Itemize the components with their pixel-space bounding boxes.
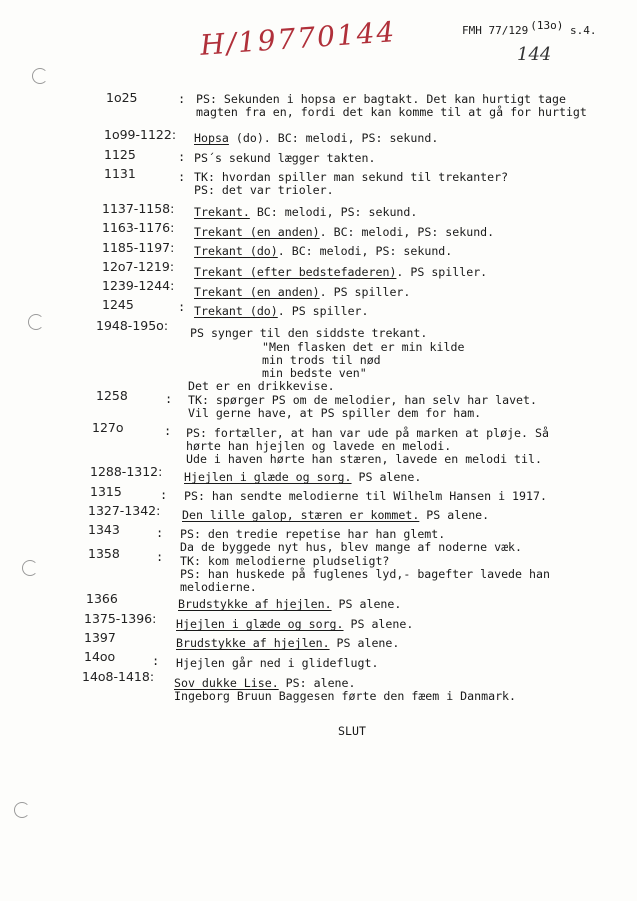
tune-title: Trekant (do): [194, 244, 278, 258]
timestamp: 1948-195o:: [96, 318, 169, 333]
separator: :: [178, 300, 186, 314]
song-lyrics: [262, 341, 464, 380]
timestamp: 14oo: [84, 649, 116, 664]
entry-text: [194, 132, 438, 145]
separator: :: [152, 654, 160, 668]
timestamp: 127o: [92, 420, 124, 435]
entry-text: [180, 528, 522, 554]
entry-rest: . PS spiller.: [277, 304, 369, 318]
timestamp: 1343: [88, 522, 120, 537]
entry-rest: . BC: melodi, PS: sekund.: [277, 244, 453, 258]
timestamp: 1258: [96, 388, 128, 403]
tune-title: Trekant.: [194, 205, 250, 219]
entry-text: [194, 206, 417, 219]
tune-title: Trekant (en anden): [194, 285, 320, 299]
handwritten-page-number: 144: [517, 44, 552, 65]
entry-line: PS: Sekunden i hopsa er bagtakt. Det kan hurtigt tage: [196, 92, 566, 106]
separator: :: [156, 526, 164, 540]
separator: :: [164, 424, 172, 438]
entry-text: [194, 245, 452, 258]
timestamp: 1125: [104, 147, 136, 162]
entry-text: [194, 286, 410, 299]
entry-line: PS: det var trioler.: [194, 183, 334, 197]
timestamp: 1288-1312:: [90, 464, 163, 479]
entry-rest: . PS spiller.: [319, 285, 411, 299]
timestamp: 1137-1158:: [102, 201, 175, 216]
tune-title: Den lille galop, stæren er kommet.: [182, 508, 420, 522]
entry-text: [184, 471, 421, 484]
tune-title: Brudstykke af hjejlen.: [176, 636, 330, 650]
entry-text: [186, 427, 549, 466]
entry-line: TK: spørger PS om de melodier, han selv har lavet.: [188, 393, 538, 407]
end-marker: SLUT: [338, 724, 366, 738]
entry-line: PS: han sendte melodierne til Wilhelm Hansen i 1917.: [184, 489, 547, 503]
timestamp: 12o7-1219:: [102, 259, 175, 274]
timestamp: 1245: [102, 297, 134, 312]
lyric-line: min trods til nød: [262, 353, 381, 367]
separator: :: [160, 488, 168, 502]
entry-rest: PS alene.: [329, 636, 400, 650]
entry-rest: PS alene.: [351, 470, 422, 484]
entry-text: [180, 555, 550, 594]
lyric-line: min bedste ven": [262, 366, 367, 380]
entry-text: [174, 677, 516, 703]
song-note: Det er en drikkevise.: [188, 379, 335, 393]
entry-line: PS: den tredie repetise har han glemt.: [180, 527, 446, 541]
entry-text: [194, 226, 494, 239]
entry-text: [190, 327, 427, 340]
tune-title: Trekant (efter bedstefaderen): [194, 265, 397, 279]
punch-hole-icon: [14, 802, 30, 818]
entry-line: Ude i haven hørte han stæren, lavede en melodi til.: [186, 452, 542, 466]
timestamp: 1397: [84, 630, 116, 645]
timestamp: 1239-1244:: [102, 278, 175, 293]
separator: :: [178, 150, 186, 164]
entry-line: melodierne.: [180, 580, 257, 594]
handwritten-archive-number: H/19770144: [199, 15, 398, 62]
entry-line: Ingeborg Bruun Baggesen førte den fæem i Danmark.: [174, 689, 517, 703]
reference-code: [462, 19, 597, 37]
timestamp: 1366: [86, 591, 118, 606]
entry-text: [194, 305, 369, 318]
entry-line: TK: hvordan spiller man sekund til trekanter?: [194, 170, 509, 184]
entry-line: PS: fortæller, at han var ude på marken at pløje. Så: [186, 426, 549, 440]
entry-rest: PS alene.: [331, 597, 402, 611]
timestamp: 1375-1396:: [84, 611, 157, 626]
entry-line: Da de byggede nyt hus, blev mange af noderne væk.: [180, 540, 523, 554]
entry-text: [176, 618, 413, 631]
entry-line: magten fra en, fordi det kan komme til at gå for hurtigt: [196, 105, 587, 119]
timestamp: 1o25: [106, 90, 138, 105]
punch-hole-icon: [28, 314, 44, 330]
entry-rest: PS alene.: [419, 508, 490, 522]
entry-text: [178, 598, 401, 611]
entry-text: [184, 490, 547, 503]
lyric-line: "Men flasken det er min kilde: [262, 340, 465, 354]
entry-rest: PS alene.: [343, 617, 414, 631]
entry-rest: . BC: melodi, PS: sekund.: [319, 225, 495, 239]
timestamp: 1327-1342:: [88, 503, 161, 518]
entry-line: hørte han hjejlen og lavede en melodi.: [186, 439, 452, 453]
entry-text: [194, 171, 508, 197]
timestamp: 14o8-1418:: [82, 669, 155, 684]
separator: :: [156, 550, 164, 564]
timestamp: 1o99-1122:: [104, 127, 177, 142]
tune-title: Hopsa: [194, 131, 229, 145]
entry-line: Hjejlen går ned i glideflugt.: [176, 656, 379, 670]
tune-title: Hjejlen i glæde og sorg.: [176, 617, 344, 631]
entry-rest: BC: melodi, PS: sekund.: [249, 205, 418, 219]
entry-rest: (do). BC: melodi, PS: sekund.: [228, 131, 439, 145]
separator: :: [178, 170, 186, 184]
entry-text: [176, 657, 378, 670]
entry-rest: PS: alene.: [278, 676, 356, 690]
timestamp: 1185-1197:: [102, 240, 175, 255]
sheet-number: s.4.: [569, 24, 597, 37]
timestamp: 1358: [88, 546, 120, 561]
punch-hole-icon: [32, 68, 48, 84]
entry-text: [196, 93, 587, 119]
reference-superscript: (13o): [530, 19, 564, 32]
tune-title: Brudstykke af hjejlen.: [178, 597, 332, 611]
tune-title: Hjejlen i glæde og sorg.: [184, 470, 352, 484]
separator: :: [178, 92, 186, 106]
timestamp: 1131: [104, 166, 136, 181]
entry-line: TK: kom melodierne pludseligt?: [180, 554, 390, 568]
entry-text: [176, 637, 399, 650]
tune-title: Trekant (do): [194, 304, 278, 318]
separator: :: [165, 392, 173, 406]
entry-text: [188, 394, 537, 420]
tune-title: Trekant (en anden): [194, 225, 320, 239]
tune-title: Sov dukke Lise.: [174, 676, 279, 690]
reference-number: FMH 77/129: [462, 24, 529, 37]
entry-text: [194, 266, 487, 279]
entry-line: PS: han huskede på fuglenes lyd,- bagefter lavede han: [180, 567, 550, 581]
entry-line: PS´s sekund lægger takten.: [194, 151, 376, 165]
entry-text: [194, 152, 375, 165]
entry-line: Vil gerne have, at PS spiller dem for ham.: [188, 406, 482, 420]
punch-hole-icon: [22, 560, 38, 576]
timestamp: 1163-1176:: [102, 220, 175, 235]
entry-rest: . PS spiller.: [396, 265, 488, 279]
entry-line: PS synger til den siddste trekant.: [190, 326, 428, 340]
timestamp: 1315: [90, 484, 122, 499]
entry-text: [182, 509, 489, 522]
